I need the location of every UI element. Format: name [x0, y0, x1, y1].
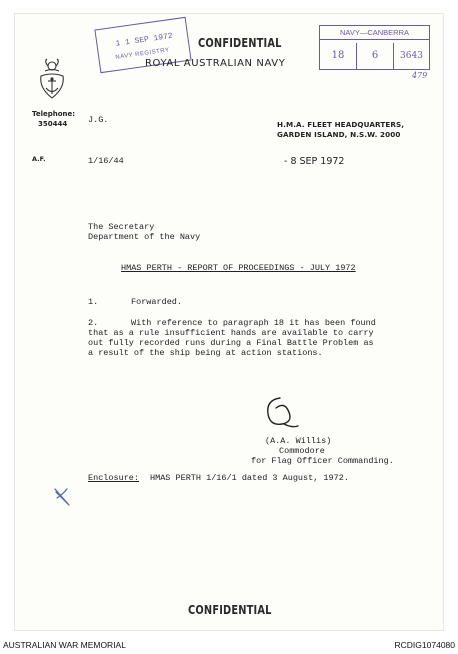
- para-1-number: 1.: [88, 297, 99, 307]
- stamp-cell-day: 18: [320, 43, 357, 69]
- address-line2: GARDEN ISLAND, N.S.W. 2000: [277, 130, 401, 139]
- pen-mark-icon: [53, 486, 73, 508]
- para-1-text: Forwarded.: [131, 297, 183, 307]
- para-2-line2: that as a rule insufficient hands are available to carry: [88, 328, 374, 338]
- enclosure-text: HMAS PERTH 1/16/1 dated 3 August, 1972.: [150, 473, 349, 483]
- stamp-cell-month: 6: [357, 43, 394, 69]
- signatory-rank: Commodore: [279, 446, 325, 456]
- enclosure-label: Enclosure:: [88, 473, 140, 483]
- footer-record-id: RCDIG1074080: [394, 640, 455, 650]
- file-number: 1/16/44: [88, 156, 124, 166]
- received-date: 1 1 SEP 1972: [115, 31, 174, 49]
- address-line1: H.M.A. FLEET HEADQUARTERS,: [277, 120, 405, 129]
- recipient-line1: The Secretary: [88, 222, 155, 232]
- recipient-line2: Department of the Navy: [88, 232, 201, 242]
- subject-line: HMAS PERTH - REPORT OF PROCEEDINGS - JULY 1972: [121, 263, 356, 273]
- date-stamp: - 8 SEP 1972: [284, 156, 345, 167]
- initials: J.G.: [88, 115, 109, 125]
- navy-canberra-stamp: [319, 25, 430, 70]
- signatory-name: (A.A. Willis): [265, 436, 332, 446]
- navy-canberra-title: NAVY—CANBERRA: [320, 28, 429, 40]
- received-office: NAVY REGISTRY: [115, 47, 170, 61]
- letterhead-title: ROYAL AUSTRALIAN NAVY: [145, 58, 286, 69]
- para-2-line3: out fully recorded runs during a Final Battle Problem as: [88, 338, 374, 348]
- para-2-number: 2.: [88, 318, 99, 328]
- naval-crest-icon: [35, 58, 69, 102]
- para-2-line1: With reference to paragraph 18 it has been found: [131, 318, 376, 328]
- footer-institution: AUSTRALIAN WAR MEMORIAL: [3, 640, 126, 650]
- para-2-line4: a result of the ship being at action stations.: [88, 348, 323, 358]
- telephone-number: 350444: [38, 120, 68, 128]
- stamp-cell-number: 3643: [400, 51, 423, 61]
- signatory-role: for Flag Officer Commanding.: [251, 456, 394, 466]
- classification-top: CONFIDENTIAL: [198, 36, 282, 50]
- archive-footer: [0, 637, 458, 654]
- corner-annotation: 479: [412, 71, 428, 80]
- signature-mark: [258, 394, 302, 432]
- telephone-label: Telephone:: [32, 110, 76, 118]
- classification-bottom: CONFIDENTIAL: [188, 603, 272, 617]
- af-label: A.F.: [32, 155, 46, 163]
